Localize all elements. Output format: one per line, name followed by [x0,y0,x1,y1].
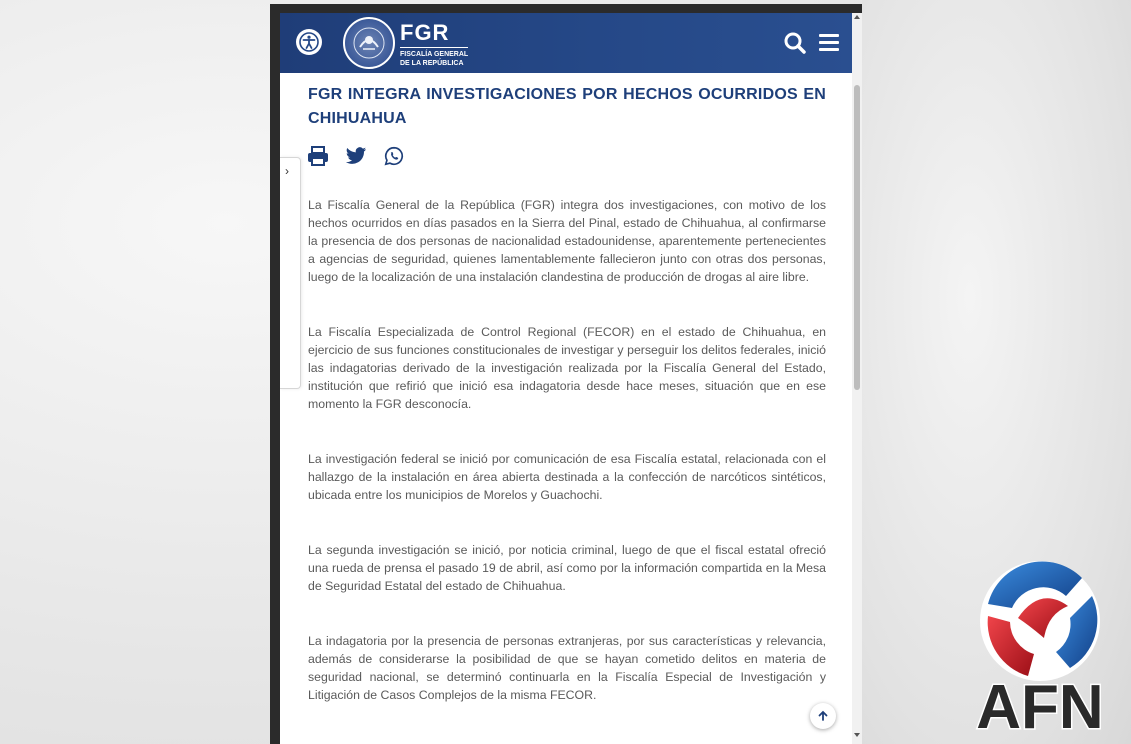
whatsapp-icon[interactable] [383,145,405,167]
article-body [308,196,826,741]
chevron-right-icon: › [285,164,289,178]
article-paragraph-4: La segunda investigación se inició, por noticia criminal, luego de que el fiscal estatal ofreció una rueda de prensa el pasado 19 de abril, así como por la información compartida en la Mesa de Seguridad Estatal del estado de Chihuahua. [308,543,826,593]
scroll-down-arrow-icon[interactable] [854,733,860,737]
article-paragraph-1: La Fiscalía General de la República (FGR) integra dos investigaciones, con motivo de los hechos ocurridos en días pasados en la Sierra del Pinal, estado de Chihuahua, al confirmarse la presencia de dos personas de nacionalidad estadounidense, aparentemente pertenecientes a agencias de seguridad, quienes lamentablemente fallecieron junto con otras dos personas, luego de la localización de una instalación clandestina de producción de drogas al aire libre. [308,198,826,284]
afn-watermark-text: AFN [976,673,1104,736]
search-icon[interactable] [783,31,807,55]
brand-subtitle-2: DE LA REPÚBLICA [400,60,464,67]
twitter-icon[interactable] [345,145,367,167]
afn-watermark-logo [958,556,1122,736]
brand-subtitle-1: FISCALÍA GENERAL [400,51,469,58]
share-toolbar [307,145,405,167]
arrow-up-icon [817,710,829,722]
article-paragraph-2: La Fiscalía Especializada de Control Regional (FECOR) en el estado de Chihuahua, en ejercicio de sus funciones constitucionales de investigar y perseguir los delitos federales, inició las indagatorias derivado de la investigación realizada por la Fiscalía General del Estado, institución que refirió que inició esa indagatoria desde hace meses, situación que en ese momento la FGR desconocía. [308,325,826,411]
article-page [280,13,852,744]
vertical-scrollbar[interactable] [852,13,862,744]
side-panel-toggle[interactable] [280,157,301,389]
site-header [280,13,852,73]
hamburger-menu-icon[interactable] [819,34,839,52]
scrollbar-thumb[interactable] [854,85,860,390]
scroll-up-arrow-icon[interactable] [854,15,860,19]
article-paragraph-3: La investigación federal se inició por comunicación de esa Fiscalía estatal, relacionada con el hallazgo de la instalación en área abierta destinada a la confección de narcóticos sintéticos, ubicada entre los municipios de Morelos y Guachochi. [308,452,826,502]
fgr-brand[interactable] [400,21,468,68]
print-icon[interactable] [307,145,329,167]
brand-title: FGR [400,20,450,45]
mexico-seal-logo [343,17,395,69]
article-title: FGR INTEGRA INVESTIGACIONES POR HECHOS OCURRIDOS EN CHIHUAHUA [308,86,826,127]
back-to-top-button[interactable] [810,703,836,729]
article-paragraph-5: La indagatoria por la presencia de personas extranjeras, por sus características y relevancia, además de considerarse la posibilidad de que se hayan cometido delitos en materia de seguridad nacional, se determinó continuarla en la Fiscalía Especial de Investigación y Litigación de Casos Complejos de la misma FECOR. [308,634,826,702]
accessibility-icon[interactable] [296,29,322,55]
